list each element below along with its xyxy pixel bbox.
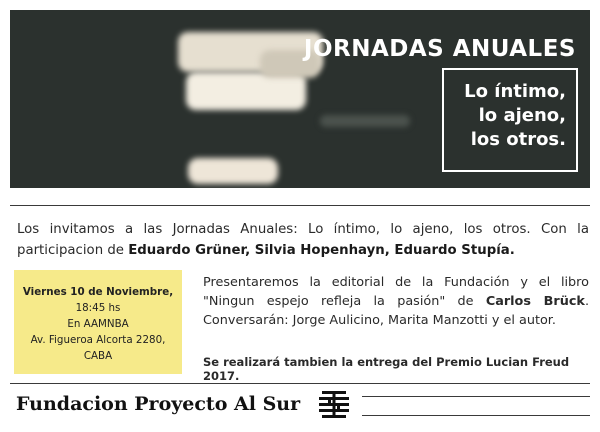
divider	[10, 383, 590, 384]
footer-line	[362, 396, 590, 397]
hero-banner	[10, 10, 590, 188]
speakers: Eduardo Grüner, Silvia Hopenhayn, Eduardo Stupía.	[128, 243, 515, 258]
intro-paragraph	[17, 219, 589, 261]
event-city: CABA	[83, 350, 113, 362]
award-note: Se realizará tambien la entrega del Premio Lucian Freud 2017.	[203, 355, 570, 383]
footer-line	[362, 415, 590, 416]
blurred-light-shape	[188, 158, 278, 184]
subtitle-line: los otros.	[470, 129, 566, 150]
event-details-box	[14, 270, 182, 374]
presentation-text: Presentaremos la editorial de la Fundación y el libro "Ningun espejo refleja la pasión" de	[203, 275, 589, 309]
subtitle-line: lo ajeno,	[478, 105, 566, 126]
book-author: Carlos Brück	[485, 294, 585, 309]
presentation-paragraph	[203, 273, 589, 330]
intro-text: Los invitamos a las Jornadas Anuales: Lo íntimo, lo ajeno, los otros. Con la participacion de	[17, 222, 589, 258]
event-date: Viernes 10 de Noviembre,	[22, 286, 174, 298]
presentation-text-end: . Conversarán: Jorge Aulicino, Marita Manzotti y el autor.	[203, 294, 590, 328]
divider	[10, 205, 590, 206]
hero-subtitle-box	[442, 68, 578, 172]
event-address: Av. Figueroa Alcorta 2280,	[30, 334, 166, 346]
blurred-dim-shape	[320, 115, 410, 127]
subtitle-line: Lo íntimo,	[464, 81, 566, 102]
foundation-name: Fundacion Proyecto Al Sur	[16, 393, 301, 415]
event-time: 18:45 hs	[75, 302, 121, 314]
event-venue: En AAMNBA	[67, 318, 129, 330]
hero-title: JORNADAS ANUALES	[303, 36, 576, 62]
al-sur-logo-icon	[318, 389, 350, 421]
